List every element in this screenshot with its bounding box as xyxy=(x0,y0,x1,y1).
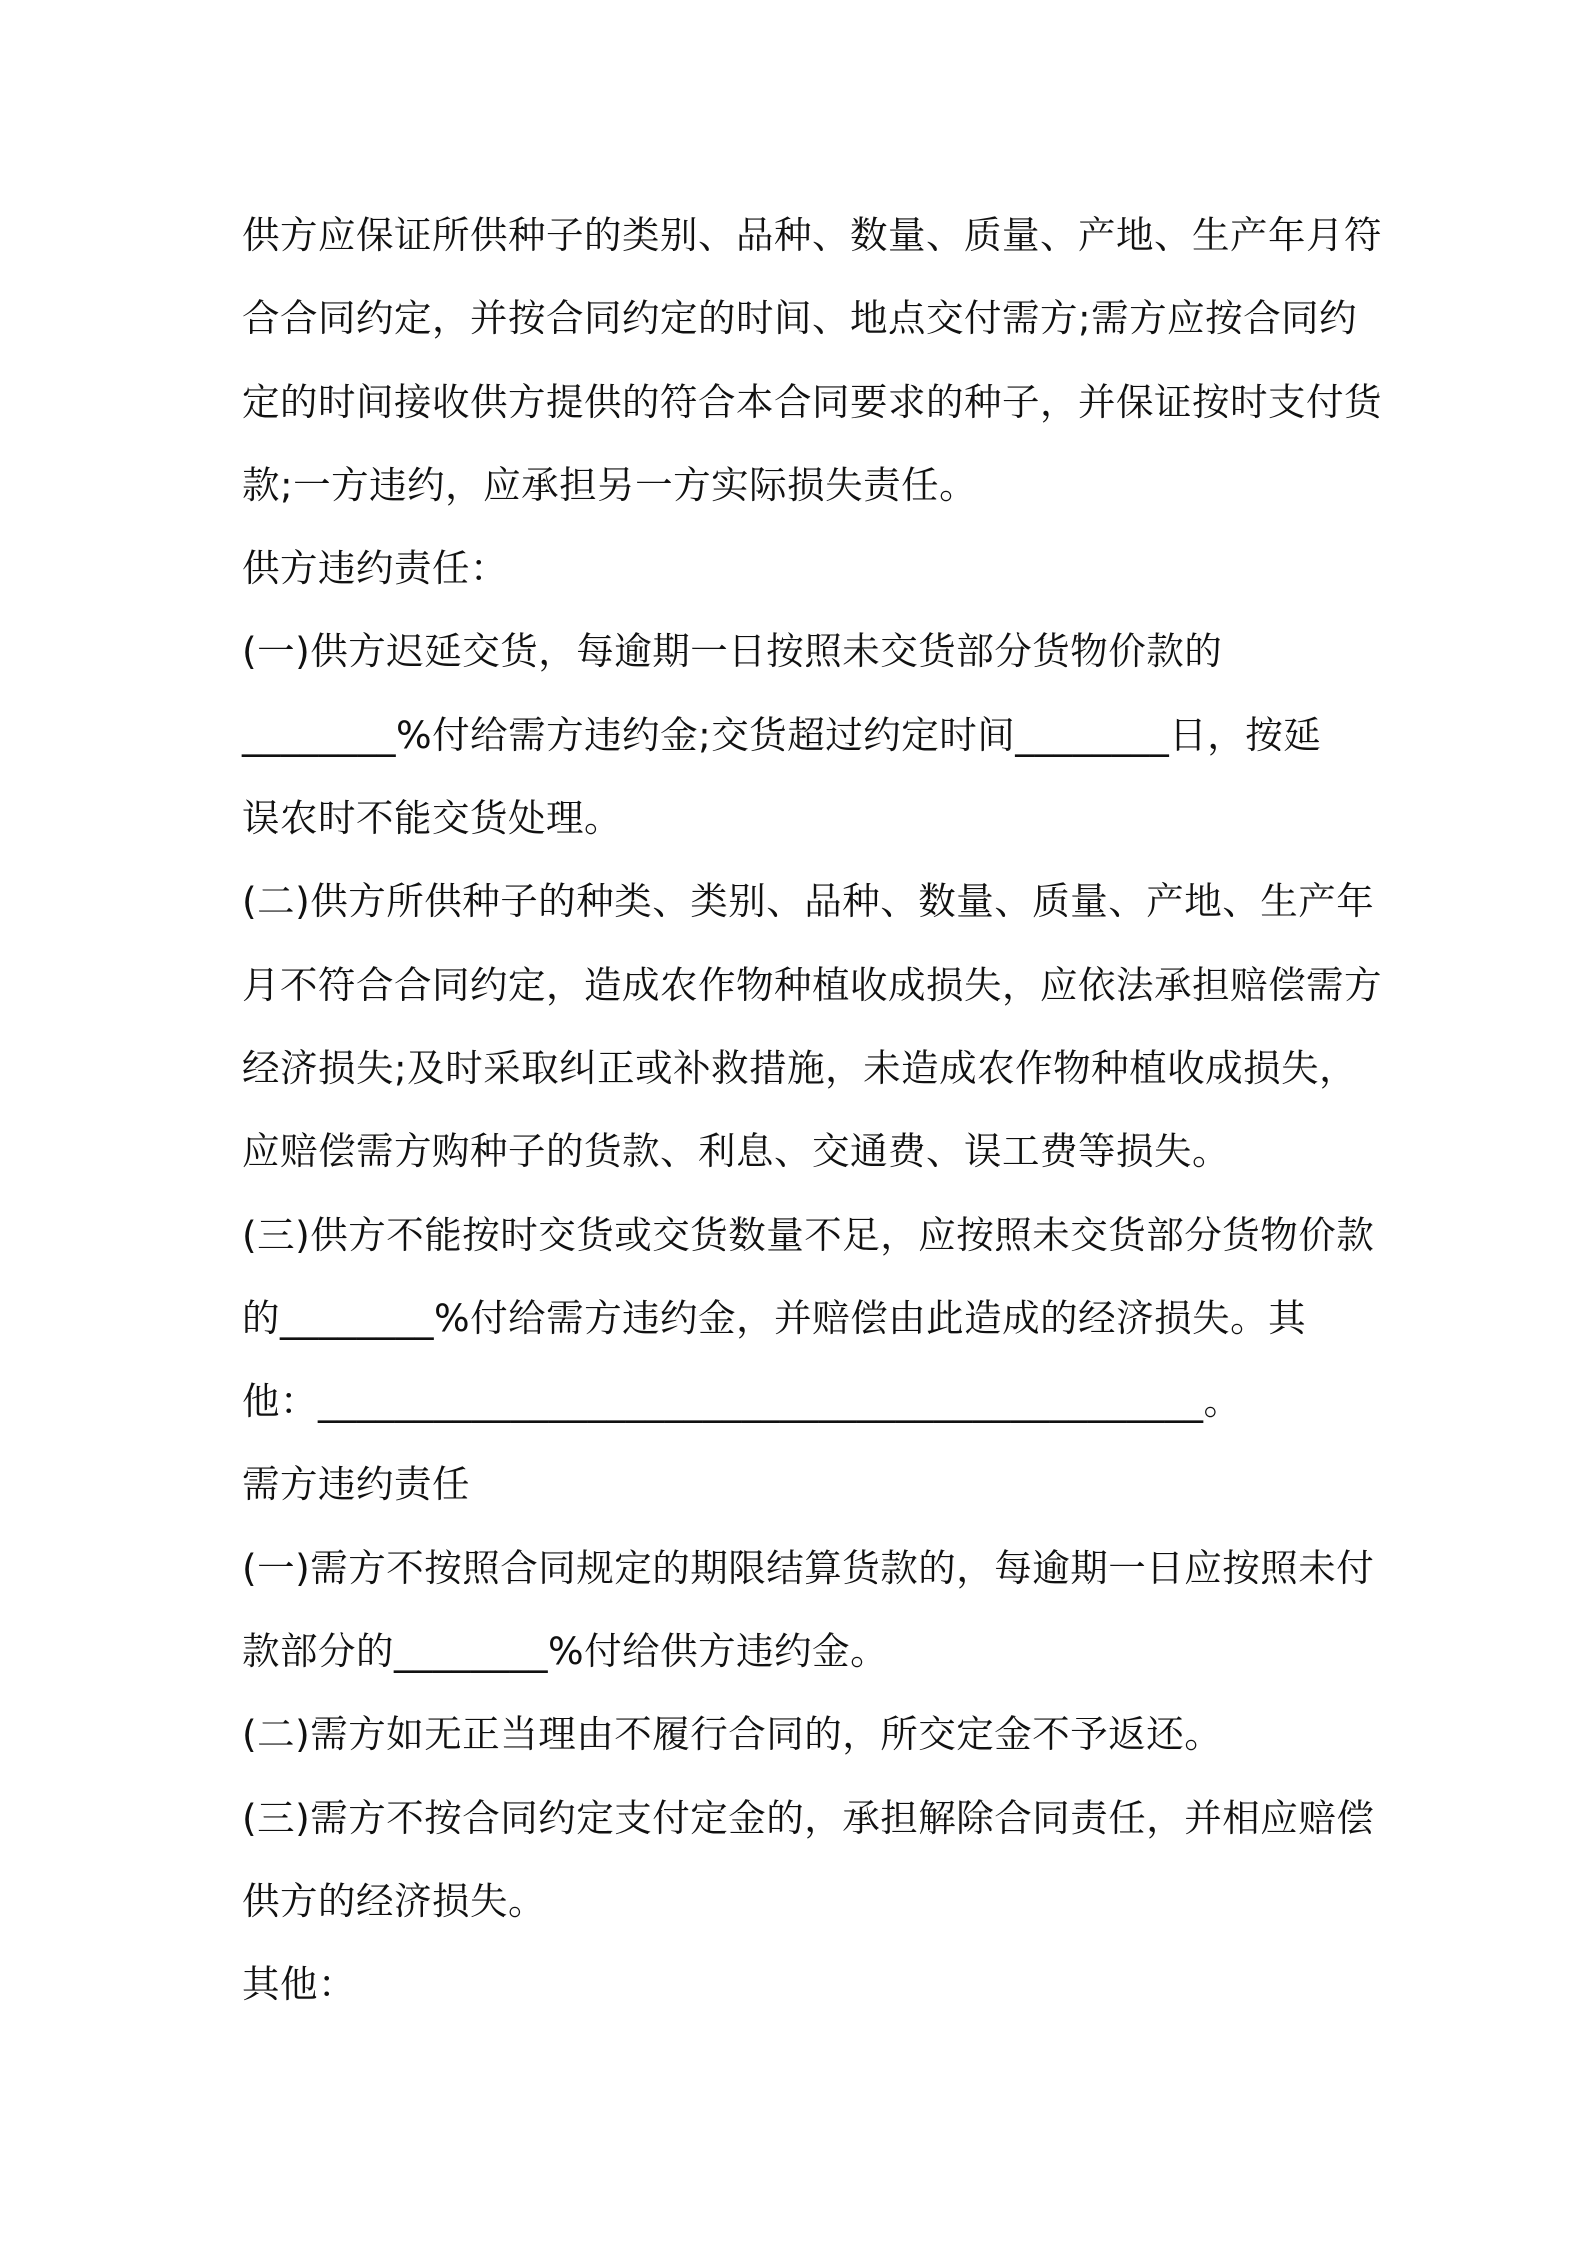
paragraph-obligations xyxy=(242,194,1382,527)
text-line: ________%付给需方违约金;交货超过约定时间________日，按延 xyxy=(242,712,1322,757)
text-line: 的________%付给需方违约金，并赔偿由此造成的经济损失。其 xyxy=(242,1295,1307,1340)
text-line: 经济损失;及时采取纠正或补救措施，未造成农作物种植收成损失， xyxy=(242,1045,1358,1090)
text-line: 供方应保证所供种子的类别、品种、数量、质量、产地、生产年月符 xyxy=(242,213,1382,257)
supplier-liability-heading xyxy=(242,527,1358,610)
text-line: (三)供方不能按时交货或交货数量不足，应按照未交货部分货物价款 xyxy=(242,1212,1375,1257)
paragraph-buyer-clause-1 xyxy=(242,1527,1375,1694)
text-line: 款;一方违约，应承担另一方实际损失责任。 xyxy=(242,462,978,507)
text-line: 定的时间接收供方提供的符合本合同要求的种子，并保证按时支付货 xyxy=(242,379,1382,424)
paragraph-supplier-clause-1 xyxy=(242,610,1358,860)
paragraph-supplier-clause-3 xyxy=(242,1194,1375,1444)
other-heading xyxy=(242,1943,1358,2026)
paragraph-buyer-clause-2 xyxy=(242,1693,1358,1776)
section-heading: 需方违约责任 xyxy=(242,1462,470,1507)
text-line: 他：______________________________________________。 xyxy=(242,1379,1242,1424)
section-heading: 其他： xyxy=(242,1962,356,2007)
text-line: 合合同约定，并按合同约定的时间、地点交付需方;需方应按合同约 xyxy=(242,296,1358,341)
text-line: 应赔偿需方购种子的货款、利息、交通费、误工费等损失。 xyxy=(242,1129,1230,1174)
text-line: (二)需方如无正当理由不履行合同的，所交定金不予返还。 xyxy=(242,1712,1223,1757)
text-line: 款部分的________%付给供方违约金。 xyxy=(242,1629,889,1674)
text-line: (一)供方迟延交货，每逾期一日按照未交货部分货物价款的 xyxy=(242,629,1223,674)
text-line: 月不符合合同约定，造成农作物种植收成损失，应依法承担赔偿需方 xyxy=(242,962,1382,1007)
text-line: (二)供方所供种子的种类、类别、品种、数量、质量、产地、生产年 xyxy=(242,879,1375,924)
buyer-liability-heading xyxy=(242,1443,1358,1526)
paragraph-supplier-clause-2 xyxy=(242,860,1382,1193)
text-line: 供方的经济损失。 xyxy=(242,1878,546,1923)
document-body xyxy=(242,194,1382,2027)
section-heading: 供方违约责任： xyxy=(242,546,508,591)
text-line: 误农时不能交货处理。 xyxy=(242,796,622,841)
text-line: (一)需方不按照合同规定的期限结算货款的，每逾期一日应按照未付 xyxy=(242,1545,1375,1590)
text-line: (三)需方不按合同约定支付定金的，承担解除合同责任，并相应赔偿 xyxy=(242,1795,1375,1840)
paragraph-buyer-clause-3 xyxy=(242,1777,1375,1944)
